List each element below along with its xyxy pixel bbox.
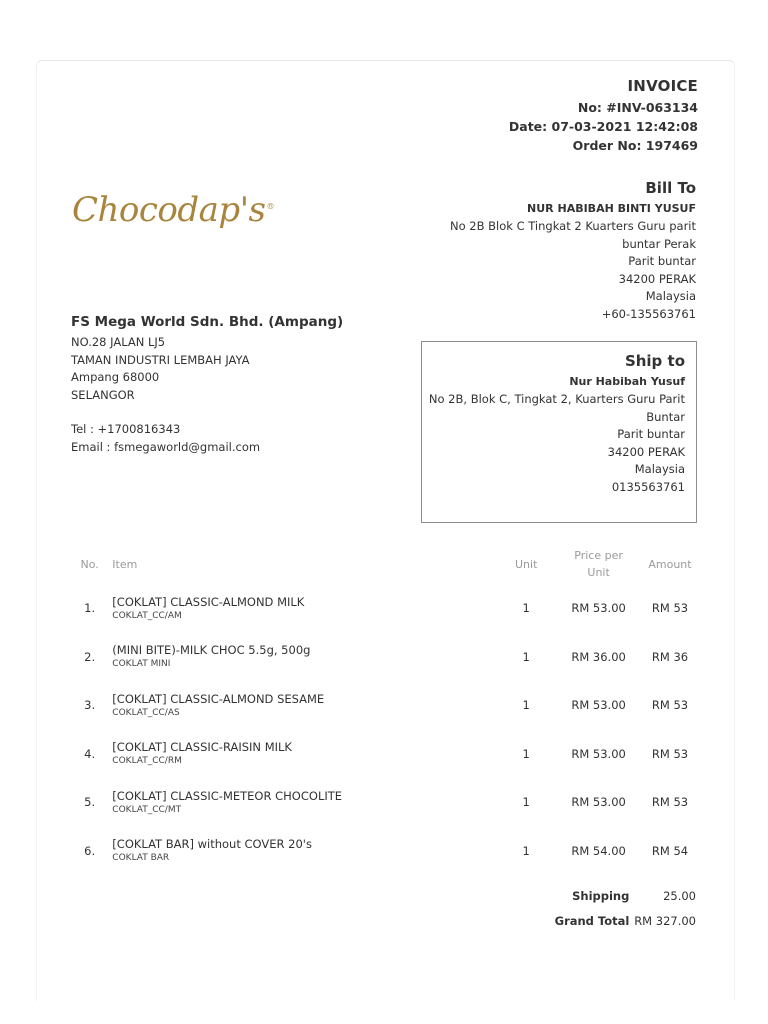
bill-to-section <box>396 178 696 323</box>
row-price: RM 53.00 <box>571 698 626 713</box>
header-price-per-unit <box>557 544 640 584</box>
row-price: RM 53.00 <box>571 601 626 616</box>
table-header-row <box>70 544 700 584</box>
invoice-date: Date: 07-03-2021 12:42:08 <box>508 119 698 134</box>
item-name: [COKLAT] CLASSIC-RAISIN MILK <box>112 740 292 755</box>
item-code: COKLAT_CC/AM <box>112 610 182 621</box>
header-item: Item <box>112 557 138 571</box>
bill-to-heading: Bill To <box>645 179 696 197</box>
row-number: 3. <box>84 698 96 713</box>
row-item <box>109 633 495 682</box>
row-amount: RM 36 <box>651 649 689 664</box>
ship-to-name: Nur Habibah Yusuf <box>569 375 685 388</box>
ship-to-city: Parit buntar <box>617 427 685 441</box>
seller-state: SELANGOR <box>71 387 135 402</box>
table-row <box>70 827 700 876</box>
row-item <box>109 730 495 779</box>
ship-to-address-line2: Buntar <box>646 409 685 424</box>
item-code: COKLAT_CC/MT <box>112 804 182 815</box>
row-amount: RM 53 <box>651 601 689 616</box>
item-code: COKLAT BAR <box>112 853 170 864</box>
ship-to-postcode-state: 34200 PERAK <box>607 444 685 459</box>
row-price: RM 53.00 <box>571 795 626 810</box>
row-unit: 1 <box>522 649 530 664</box>
bill-to-address-line1: No 2B Blok C Tingkat 2 Kuarters Guru parit <box>449 219 696 233</box>
ship-to-address-line1: No 2B, Blok C, Tingkat 2, Kuarters Guru Parit <box>428 392 685 406</box>
bill-to-postcode-state: 34200 PERAK <box>618 271 696 286</box>
ship-to-heading: Ship to <box>624 352 685 370</box>
item-code: COKLAT_CC/RM <box>112 756 182 767</box>
row-item <box>109 681 495 730</box>
row-item <box>109 827 495 876</box>
item-code: COKLAT MINI <box>112 659 171 670</box>
row-item <box>109 778 495 827</box>
item-name: [COKLAT] CLASSIC-METEOR CHOCOLITE <box>112 788 343 803</box>
row-price: RM 54.00 <box>571 843 626 858</box>
header-no: No. <box>80 557 99 571</box>
item-name: [COKLAT] CLASSIC-ALMOND MILK <box>112 594 305 609</box>
row-amount: RM 53 <box>651 795 689 810</box>
row-item <box>109 584 495 633</box>
invoice-number: No: #INV-063134 <box>577 100 698 115</box>
grand-total-row <box>555 909 696 934</box>
row-amount: RM 53 <box>651 698 689 713</box>
row-number: 5. <box>84 795 96 810</box>
order-number: Order No: 197469 <box>572 138 698 153</box>
seller-email: Email : fsmegaworld@gmail.com <box>71 439 261 454</box>
ship-to-country: Malaysia <box>634 462 685 476</box>
seller-city-postcode: Ampang 68000 <box>71 370 160 384</box>
shipping-label: Shipping <box>572 889 630 903</box>
item-code: COKLAT_CC/AS <box>112 707 180 718</box>
invoice-title: INVOICE <box>627 77 698 95</box>
row-unit: 1 <box>522 601 530 616</box>
header-price-line1: Price per <box>574 549 623 562</box>
bill-to-name: NUR HABIBAH BINTI YUSUF <box>527 202 696 215</box>
item-name: [COKLAT BAR] without COVER 20's <box>112 837 312 852</box>
header-amount: Amount <box>648 557 692 571</box>
invoice-header <box>509 76 698 155</box>
bill-to-city: Parit buntar <box>628 254 696 268</box>
grand-total-value: RM 327.00 <box>634 914 696 928</box>
row-number: 2. <box>84 649 96 664</box>
row-unit: 1 <box>522 843 530 858</box>
header-price-line2: Unit <box>587 566 610 579</box>
row-number: 6. <box>84 843 96 858</box>
items-table <box>70 544 700 875</box>
seller-tel: Tel : +1700816343 <box>71 422 181 436</box>
table-row <box>70 778 700 827</box>
bill-to-country: Malaysia <box>645 289 696 303</box>
row-price: RM 36.00 <box>571 649 626 664</box>
row-unit: 1 <box>522 698 530 713</box>
seller-company: FS Mega World Sdn. Bhd. (Ampang) <box>71 314 344 330</box>
item-name: (MINI BITE)-MILK CHOC 5.5g, 500g <box>112 643 311 658</box>
row-number: 4. <box>84 746 96 761</box>
table-row <box>70 584 700 633</box>
brand-logo <box>72 190 274 230</box>
seller-section <box>71 312 401 456</box>
bill-to-address-line2: buntar Perak <box>622 236 696 251</box>
table-row <box>70 681 700 730</box>
row-number: 1. <box>84 601 96 616</box>
grand-total-label: Grand Total <box>554 914 630 928</box>
header-unit: Unit <box>514 557 538 571</box>
registered-mark-icon: ® <box>266 201 274 211</box>
ship-to-box <box>421 341 697 523</box>
seller-address-line1: NO.28 JALAN LJ5 <box>71 335 166 349</box>
row-amount: RM 54 <box>651 843 689 858</box>
item-name: [COKLAT] CLASSIC-ALMOND SESAME <box>112 691 325 706</box>
ship-to-phone: 0135563761 <box>611 479 685 494</box>
row-unit: 1 <box>522 746 530 761</box>
totals-section <box>555 884 696 934</box>
table-row <box>70 730 700 779</box>
shipping-row <box>555 884 696 909</box>
shipping-value: 25.00 <box>663 889 696 903</box>
brand-logo-text: Chocodap's <box>72 190 266 230</box>
table-row <box>70 633 700 682</box>
seller-address-line2: TAMAN INDUSTRI LEMBAH JAYA <box>71 352 250 367</box>
row-price: RM 53.00 <box>571 746 626 761</box>
bill-to-phone: +60-135563761 <box>601 306 696 321</box>
row-amount: RM 53 <box>651 746 689 761</box>
row-unit: 1 <box>522 795 530 810</box>
